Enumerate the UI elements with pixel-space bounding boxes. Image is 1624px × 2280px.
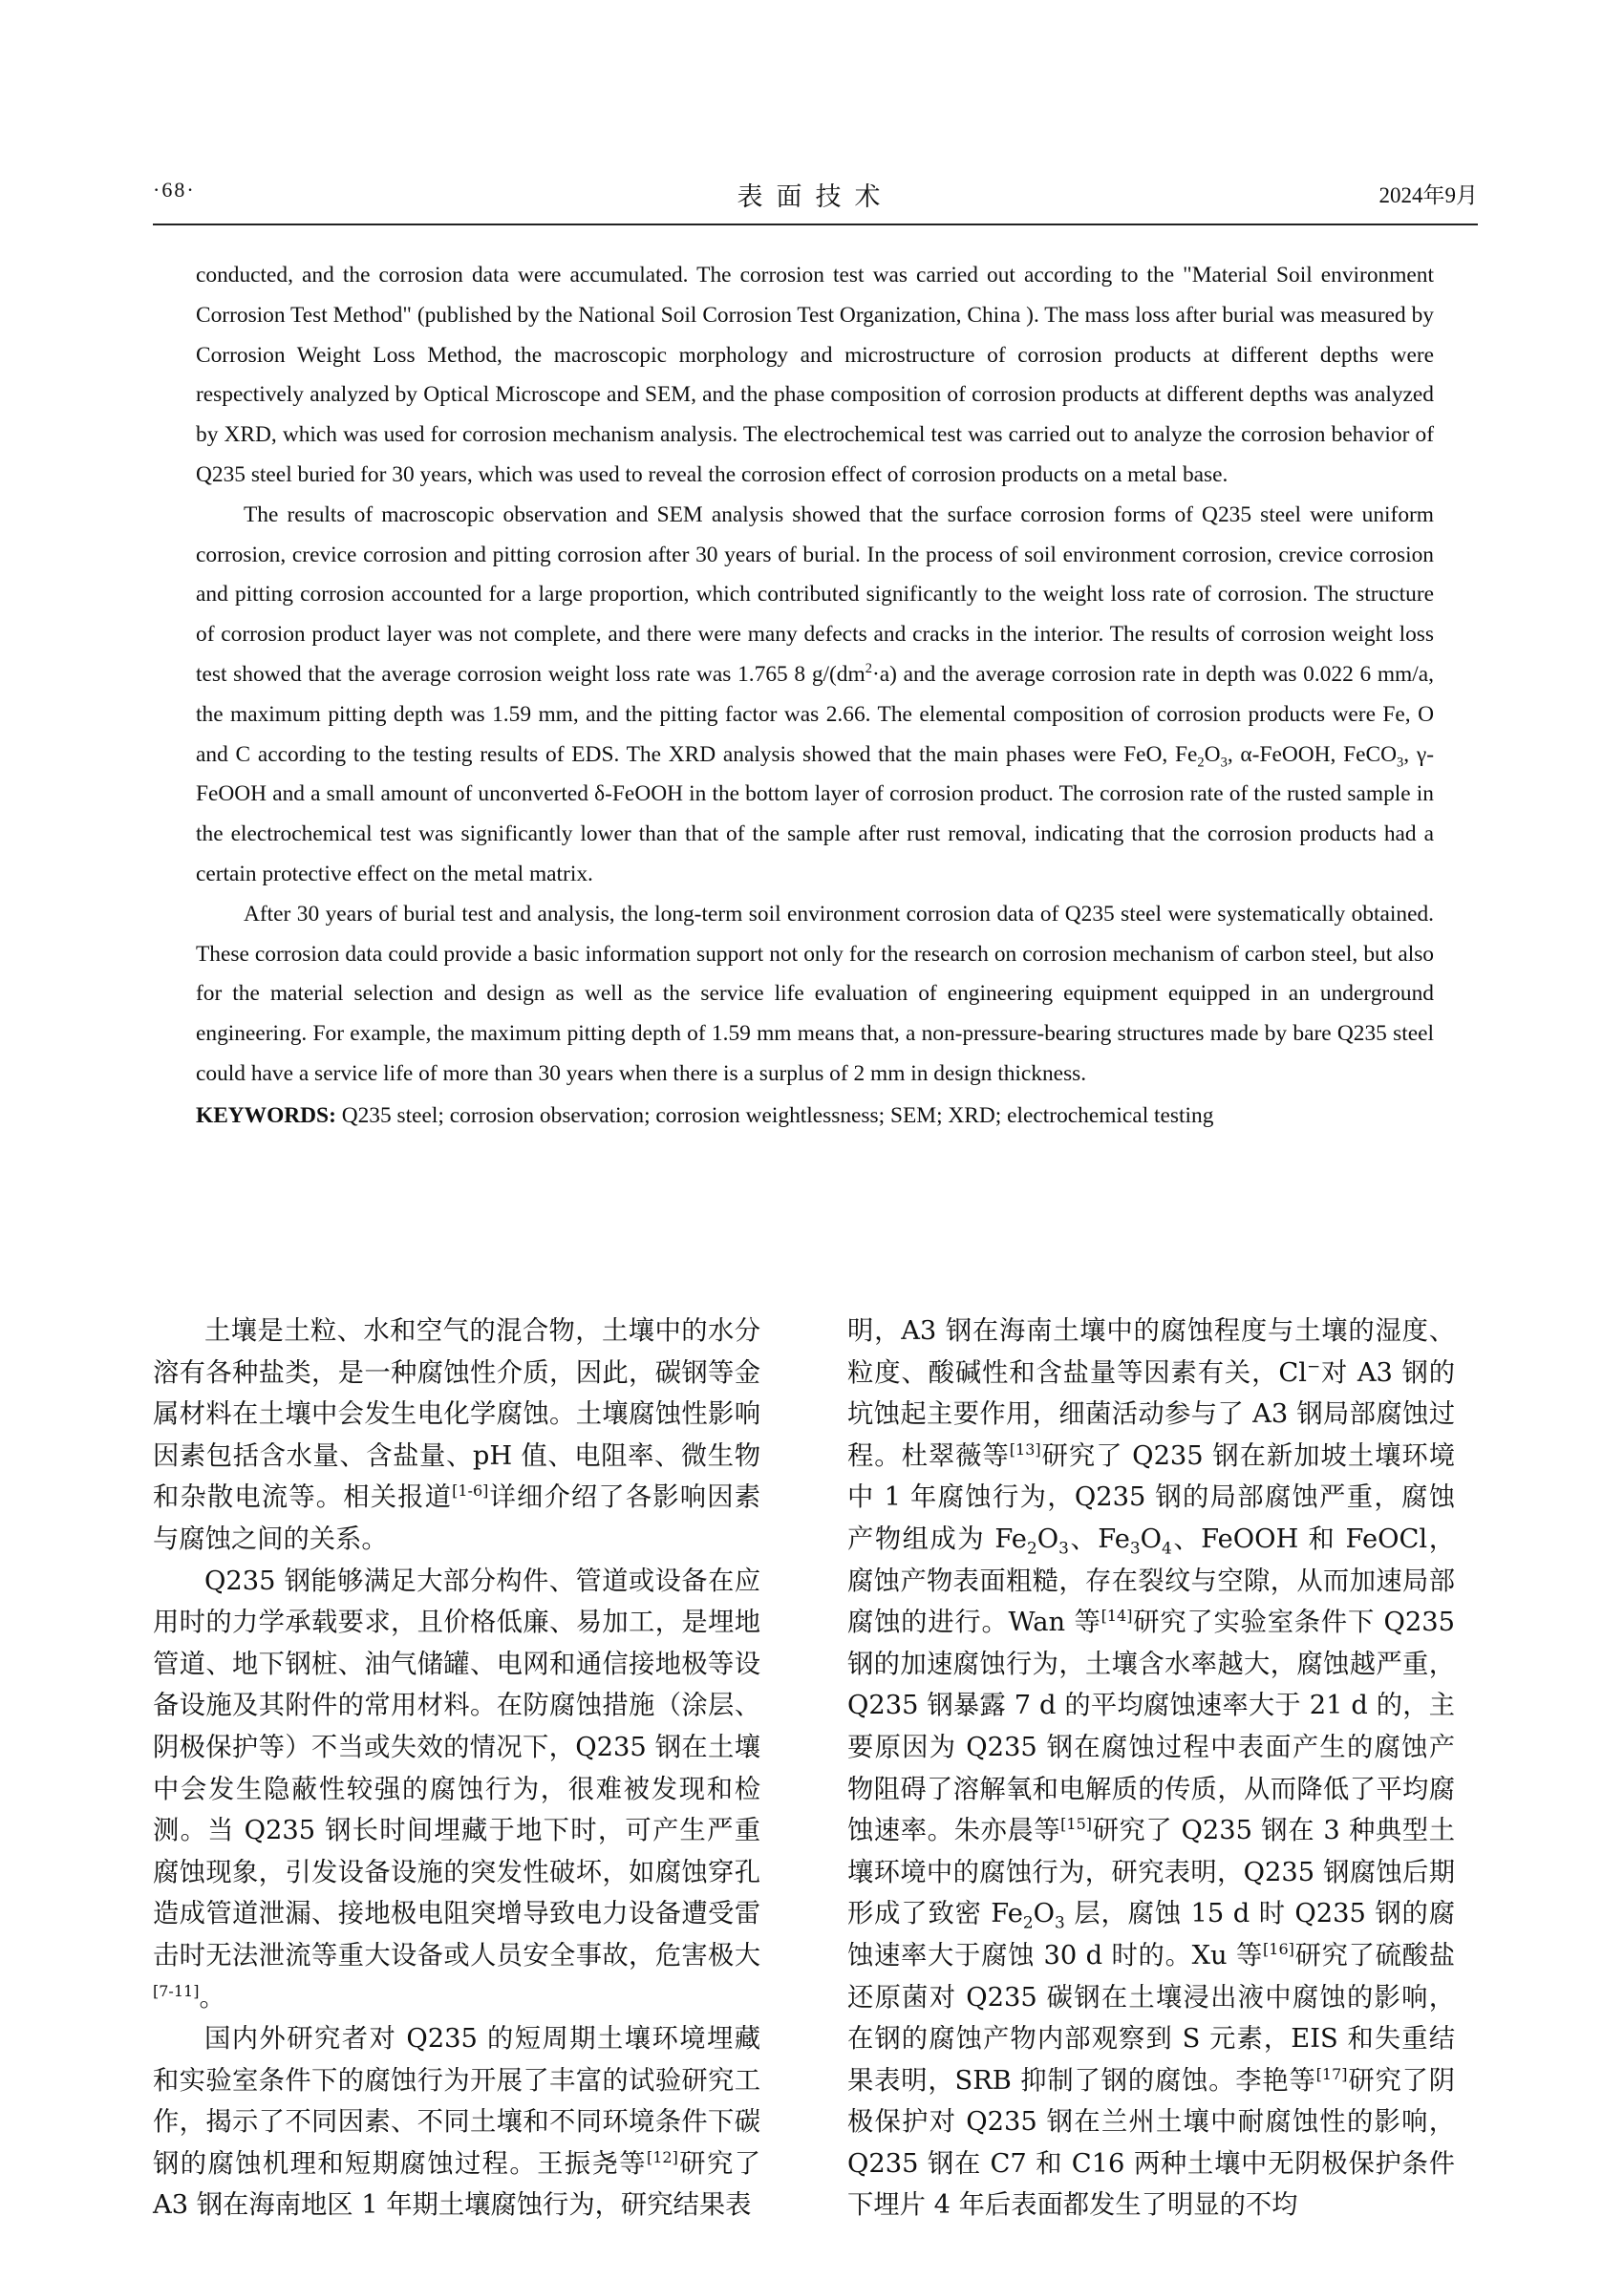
body-paragraph: 国内外研究者对 Q235 的短周期土壤环境埋藏和实验室条件下的腐蚀行为开展了丰富的试验研究工作，揭示了不同因素、不同土壤和不同环境条件下碳钢的腐蚀机理和短期腐蚀过程。王振尧等[12]研究了 A3 钢在海南地区 1 年期土壤腐蚀行为，研究结果表 <box>153 2024 761 2221</box>
citation: [17] <box>1315 2064 1348 2083</box>
abstract-paragraph-3: After 30 years of burial test and analysis, the long-term soil environment corrosion data of Q235 steel were systematically obtained. These corrosion data could provide a basic information support not only for the research on corrosion mechanism of carbon steel, but also for the material selection and design as well as the service life evaluation of engineering equipment equipped in an underground engineering. For example, the maximum pitting depth of 1.59 mm means that, a non-pressure-bearing structures made by bare Q235 steel could have a service life of more than 30 years when there is a surplus of 2 mm in design thickness. <box>196 901 1434 1086</box>
body-column-left <box>153 1310 760 2227</box>
citation: [7-11] <box>153 1981 200 2000</box>
page-header <box>153 178 1478 225</box>
journal-title: 表面技术 <box>737 182 894 211</box>
issue-date: 2024年9月 <box>1378 183 1478 207</box>
body-paragraph: 土壤是土粒、水和空气的混合物，土壤中的水分溶有各种盐类，是一种腐蚀性介质，因此，碳钢等金属材料在土壤中会发生电化学腐蚀。土壤腐蚀性影响因素包括含水量、含盐量、pH 值、电阻率、微生物和杂散电流等。相关报道[1-6]详细介绍了各影响因素与腐蚀之间的关系。 <box>153 1316 761 1554</box>
keywords-text: Q235 steel; corrosion observation; corrosion weightlessness; SEM; XRD; electrochemical testing <box>335 1102 1214 1128</box>
body-column-right <box>847 1310 1455 2227</box>
citation: [13] <box>1009 1439 1041 1459</box>
body-paragraph: 明，A3 钢在海南土壤中的腐蚀程度与土壤的湿度、粒度、酸碱性和含盐量等因素有关，Cl−对 A3 钢的坑蚀起主要作用，细菌活动参与了 A3 钢局部腐蚀过程。杜翠薇等[13]研究了 Q235 钢在新加坡土壤环境中 1 年腐蚀行为，Q235 钢的局部腐蚀严重，腐蚀产物组成为 $Fe_2O_3$、$Fe_3O_4$、FeOOH 和 FeOCl，腐蚀产物表面粗糙，存在裂纹与空隙，从而加速局部腐蚀的进行。Wan 等[14]研究了实验室条件下 Q235 钢的加速腐蚀行为，土壤含水率越大，腐蚀越严重，Q235 钢暴露 7 d 的平均腐蚀速率大于 21 d 的，主要原因为 Q235 钢在腐蚀过程中表面产生的腐蚀产物阻碍了溶解氧和电解质的传质，从而降低了平均腐蚀速率。朱亦晨等[15]研究了 Q235 钢在 3 种典型土壤环境中的腐蚀行为，研究表明，Q235 钢腐蚀后期形成了致密 $Fe_2O_3$ 层，腐蚀 15 d 时 Q235 钢的腐蚀速率大于腐蚀 30 d 时的。Xu 等[16]研究了硫酸盐还原菌对 Q235 碳钢在土壤浸出液中腐蚀的影响，在钢的腐蚀产物内部观察到 S 元素，EIS 和失重结果表明，SRB 抑制了钢的腐蚀。李艳等[17]研究了阴极保护对 Q235 钢在兰州土壤中耐腐蚀性的影响，Q235 钢在 C7 和 C16 两种土壤中无阴极保护条件下埋片 4 年后表面都发生了明显的不均 <box>847 1316 1455 2221</box>
keywords-label: KEYWORDS: <box>196 1102 336 1128</box>
abstract-paragraph-2: The results of macroscopic observation and SEM analysis showed that the surface corrosion forms of Q235 steel were uniform corrosion, crevice corrosion and pitting corrosion after 30 years of burial. In the process of soil environment corrosion, crevice corrosion and pitting corrosion accounted for a large proportion, which contributed significantly to the weight loss rate of corrosion. The structure of corrosion product layer was not complete, and there were many defects and cracks in the interior. The results of corrosion weight loss test showed that the average corrosion weight loss rate was 1.765 8 $g/(dm^2\cdot a)$ and the average corrosion rate in depth was 0.022 6 mm/a, the maximum pitting depth was 1.59 mm, and the pitting factor was 2.66. The elemental composition of corrosion products were Fe, O and C according to the testing results of EDS. The XRD analysis showed that the main phases were FeO, $Fe_2O_3$, α-FeOOH, FeCO$_3$, γ-FeOOH and a small amount of unconverted δ-FeOOH in the bottom layer of corrosion product. The corrosion rate of the rusted sample in the electrochemical test was significantly lower than that of the sample after rust removal, indicating that the corrosion products had a certain protective effect on the metal matrix. <box>196 501 1434 886</box>
citation: [12] <box>647 2147 678 2166</box>
keywords <box>196 1097 1434 1137</box>
abstract-paragraph-1: conducted, and the corrosion data were accumulated. The corrosion test was carried out according to the "Material Soil environment Corrosion Test Method" (published by the National Soil Corrosion Test Organization, China ). The mass loss after burial was measured by Corrosion Weight Loss Method, the macroscopic morphology and microstructure of corrosion products at different depths were respectively analyzed by Optical Microscope and SEM, and the phase composition of corrosion products at different depths was analyzed by XRD, which was used for corrosion mechanism analysis. The electrochemical test was carried out to analyze the corrosion behavior of Q235 steel buried for 30 years, which was used to reveal the corrosion effect of corrosion products on a metal base. <box>196 263 1434 487</box>
citation: [16] <box>1263 1939 1294 1958</box>
citation: [1-6] <box>452 1481 489 1501</box>
english-abstract <box>196 256 1434 1137</box>
citation: [14] <box>1100 1607 1133 1626</box>
page-number: ·68· <box>153 178 196 202</box>
citation: [15] <box>1060 1815 1092 1834</box>
body-paragraph: Q235 钢能够满足大部分构件、管道或设备在应用时的力学承载要求，且价格低廉、易加工，是埋地管道、地下钢桩、油气储罐、电网和通信接地极等设备设施及其附件的常用材料。在防腐蚀措施（涂层、阴极保护等）不当或失效的情况下，Q235 钢在土壤中会发生隐蔽性较强的腐蚀行为，很难被发现和检测。当 Q235 钢长时间埋藏于地下时，可产生严重腐蚀现象，引发设备设施的突发性破坏，如腐蚀穿孔造成管道泄漏、接地极电阻突增导致电力设备遭受雷击时无法泄流等重大设备或人员安全事故，危害极大[7-11]。 <box>153 1566 760 2013</box>
